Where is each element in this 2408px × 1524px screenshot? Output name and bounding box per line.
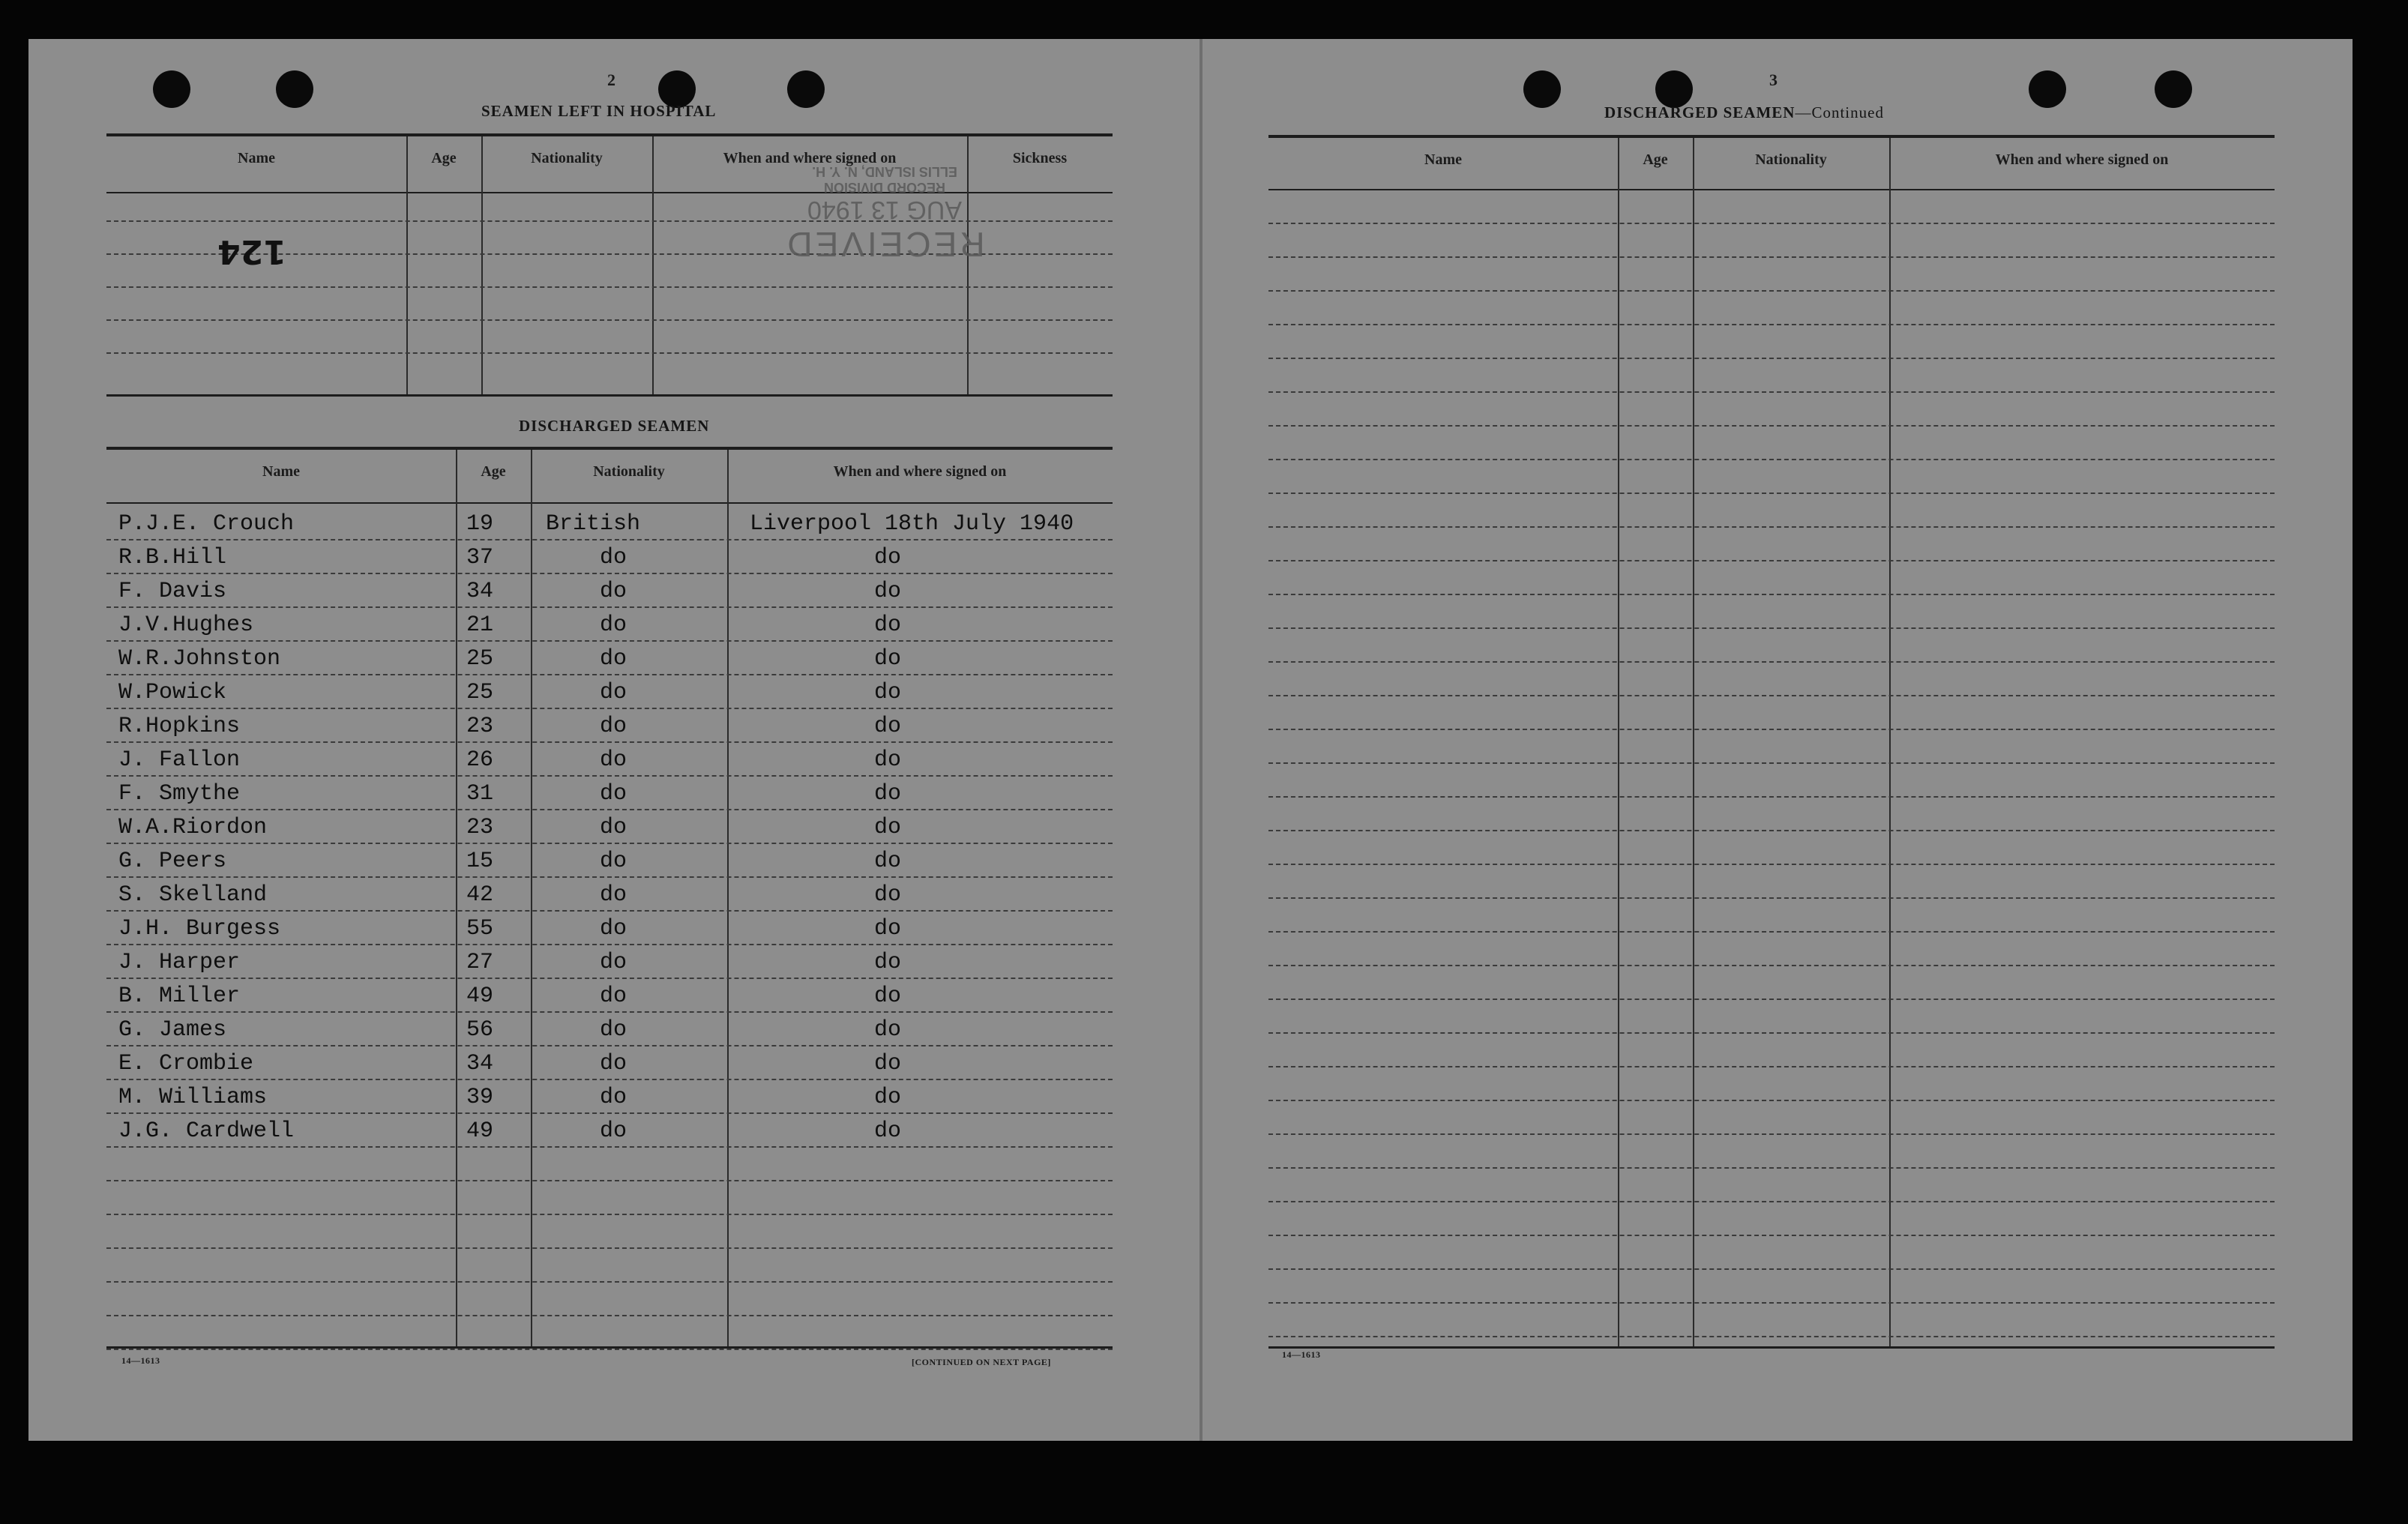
- seaman-nationality: do: [600, 1085, 627, 1110]
- row-rule: [1268, 931, 2275, 933]
- row-rule: [1268, 223, 2275, 224]
- column-divider: [481, 136, 483, 394]
- seaman-age: 37: [466, 545, 494, 570]
- seaman-signed-on: do: [874, 747, 902, 773]
- row-rule: [1268, 1133, 2275, 1135]
- row-rule: [106, 944, 1113, 945]
- row-rule: [1268, 1268, 2275, 1270]
- row-rule: [106, 640, 1113, 642]
- seaman-age: 21: [466, 612, 494, 638]
- seaman-signed-on: do: [874, 579, 902, 604]
- seaman-signed-on: do: [874, 916, 902, 942]
- column-divider: [456, 450, 457, 1346]
- seaman-name: J.G. Cardwell: [118, 1118, 295, 1144]
- seaman-signed-on: do: [874, 1051, 902, 1076]
- punch-hole: [153, 70, 190, 108]
- row-rule: [106, 1315, 1113, 1316]
- seaman-signed-on: do: [874, 612, 902, 638]
- row-rule: [1268, 695, 2275, 696]
- continued-table-header: [1268, 138, 2275, 190]
- seaman-age: 55: [466, 916, 494, 942]
- row-rule: [106, 1146, 1113, 1148]
- row-rule: [106, 1011, 1113, 1013]
- row-rule: [106, 876, 1113, 878]
- seaman-signed-on: do: [874, 545, 902, 570]
- seaman-signed-on: do: [874, 815, 902, 840]
- seaman-name: E. Crombie: [118, 1051, 254, 1076]
- continued-table: [1268, 135, 2275, 1349]
- seaman-age: 31: [466, 781, 494, 807]
- row-rule: [1268, 1167, 2275, 1169]
- row-rule: [106, 1247, 1113, 1249]
- row-rule: [1268, 594, 2275, 595]
- row-rule: [1268, 290, 2275, 292]
- seaman-signed-on: do: [874, 1085, 902, 1110]
- row-rule: [106, 809, 1113, 810]
- punch-hole: [2155, 70, 2192, 108]
- seaman-age: 19: [466, 511, 494, 537]
- row-rule: [106, 1349, 1113, 1350]
- row-rule: [1268, 324, 2275, 325]
- row-rule: [106, 1112, 1113, 1114]
- seaman-nationality: do: [600, 916, 627, 942]
- seaman-nationality: do: [600, 984, 627, 1009]
- hospital-section-title: SEAMEN LEFT IN HOSPITAL: [481, 102, 717, 120]
- discharged-section-title: DISCHARGED SEAMEN: [519, 417, 710, 435]
- seaman-nationality: do: [600, 781, 627, 807]
- seaman-name: S. Skelland: [118, 882, 268, 908]
- row-rule: [106, 1079, 1113, 1080]
- row-rule: [1268, 1235, 2275, 1236]
- row-rule: [106, 352, 1113, 354]
- row-rule: [1268, 830, 2275, 831]
- seaman-nationality: do: [600, 747, 627, 773]
- punch-hole: [787, 70, 825, 108]
- seaman-age: 15: [466, 849, 494, 874]
- column-divider: [1693, 138, 1694, 1346]
- discharged-table-header: [106, 450, 1113, 504]
- seaman-name: R.B.Hill: [118, 545, 227, 570]
- col-age-header: Age: [1643, 151, 1668, 168]
- row-rule: [106, 674, 1113, 675]
- discharged-table: [106, 447, 1113, 1349]
- stamp-date: AUG 13 1940: [807, 196, 963, 224]
- seaman-signed-on: do: [874, 984, 902, 1009]
- row-rule: [1268, 358, 2275, 359]
- seaman-name: F. Smythe: [118, 781, 241, 807]
- seaman-age: 34: [466, 579, 494, 604]
- row-rule: [106, 319, 1113, 321]
- seaman-name: W.Powick: [118, 680, 227, 705]
- row-rule: [106, 910, 1113, 912]
- row-rule: [1268, 1100, 2275, 1101]
- col-age-header: Age: [431, 150, 457, 166]
- stamp-location: ELLIS ISLAND, N. Y. H.: [812, 164, 957, 179]
- seaman-signed-on: do: [874, 1118, 902, 1144]
- seaman-age: 23: [466, 815, 494, 840]
- col-name-header: Name: [238, 150, 275, 166]
- row-rule: [106, 775, 1113, 777]
- row-rule: [1268, 796, 2275, 798]
- seaman-age: 49: [466, 1118, 494, 1144]
- row-rule: [1268, 1032, 2275, 1034]
- seaman-signed-on: do: [874, 849, 902, 874]
- row-rule: [1268, 762, 2275, 764]
- row-rule: [106, 978, 1113, 979]
- punch-hole: [276, 70, 313, 108]
- col-nationality-header: Nationality: [593, 463, 665, 480]
- col-sickness-header: Sickness: [1012, 150, 1068, 166]
- row-rule: [1268, 897, 2275, 899]
- seaman-age: 25: [466, 646, 494, 672]
- row-rule: [1268, 459, 2275, 460]
- seaman-name: J. Harper: [118, 950, 241, 975]
- row-rule: [106, 1180, 1113, 1181]
- page-number-left: 2: [607, 70, 615, 89]
- seaman-nationality: do: [600, 815, 627, 840]
- row-rule: [1268, 729, 2275, 730]
- continued-note: [CONTINUED ON NEXT PAGE]: [912, 1357, 1051, 1367]
- seaman-age: 34: [466, 1051, 494, 1076]
- seaman-nationality: do: [600, 680, 627, 705]
- seaman-age: 39: [466, 1085, 494, 1110]
- seaman-age: 56: [466, 1017, 494, 1043]
- row-rule: [1268, 425, 2275, 427]
- row-rule: [106, 606, 1113, 608]
- seaman-age: 25: [466, 680, 494, 705]
- seaman-signed-on: do: [874, 714, 902, 739]
- page-fold: [1200, 39, 1203, 1441]
- seaman-name: R.Hopkins: [118, 714, 241, 739]
- seaman-nationality: do: [600, 1118, 627, 1144]
- row-rule: [106, 843, 1113, 844]
- row-rule: [106, 286, 1113, 288]
- form-number-left: 14—1613: [121, 1355, 160, 1366]
- col-name-header: Name: [262, 463, 300, 480]
- col-age-header: Age: [481, 463, 506, 480]
- row-rule: [1268, 1201, 2275, 1202]
- right-section-title: [1604, 103, 1884, 122]
- row-rule: [1268, 1336, 2275, 1337]
- row-rule: [106, 708, 1113, 709]
- right-title-continued: —Continued: [1795, 103, 1884, 121]
- seaman-name: B. Miller: [118, 984, 241, 1009]
- col-signed-on-header: When and where signed on: [1995, 151, 2169, 168]
- seaman-signed-on: do: [874, 950, 902, 975]
- seaman-name: J.V.Hughes: [118, 612, 254, 638]
- row-rule: [1268, 493, 2275, 494]
- row-rule: [1268, 965, 2275, 966]
- row-rule: [1268, 1066, 2275, 1067]
- column-divider: [406, 136, 408, 394]
- seaman-nationality: do: [600, 579, 627, 604]
- row-rule: [1268, 864, 2275, 865]
- column-divider: [1618, 138, 1619, 1346]
- seaman-signed-on: do: [874, 1017, 902, 1043]
- seaman-nationality: do: [600, 646, 627, 672]
- col-signed-on-header: When and where signed on: [723, 150, 897, 166]
- right-title-main: DISCHARGED SEAMEN: [1604, 103, 1796, 121]
- seaman-nationality: do: [600, 849, 627, 874]
- seaman-nationality: do: [600, 950, 627, 975]
- punch-hole: [1523, 70, 1561, 108]
- seaman-name: F. Davis: [118, 579, 227, 604]
- col-nationality-header: Nationality: [531, 150, 603, 166]
- seaman-signed-on: Liverpool 18th July 1940: [750, 511, 1074, 537]
- seaman-name: G. James: [118, 1017, 227, 1043]
- seaman-age: 27: [466, 950, 494, 975]
- seaman-name: J.H. Burgess: [118, 916, 281, 942]
- punch-hole: [1655, 70, 1693, 108]
- seaman-nationality: do: [600, 882, 627, 908]
- seaman-signed-on: do: [874, 781, 902, 807]
- seaman-nationality: do: [600, 612, 627, 638]
- row-rule: [1268, 661, 2275, 663]
- seaman-name: P.J.E. Crouch: [118, 511, 295, 537]
- handwritten-number: 124: [217, 232, 286, 271]
- col-signed-on-header: When and where signed on: [833, 463, 1007, 480]
- seaman-nationality: do: [600, 1017, 627, 1043]
- row-rule: [1268, 1302, 2275, 1304]
- col-name-header: Name: [1424, 151, 1462, 168]
- seaman-name: W.A.Riordon: [118, 815, 268, 840]
- seaman-age: 42: [466, 882, 494, 908]
- column-divider: [1889, 138, 1891, 1346]
- seaman-nationality: do: [600, 1051, 627, 1076]
- stamp-division: RECORD DIVISION: [823, 180, 946, 195]
- row-rule: [1268, 526, 2275, 528]
- punch-hole: [2029, 70, 2066, 108]
- seaman-name: J. Fallon: [118, 747, 241, 773]
- row-rule: [1268, 391, 2275, 393]
- seaman-signed-on: do: [874, 882, 902, 908]
- seaman-age: 49: [466, 984, 494, 1009]
- row-rule: [1268, 560, 2275, 561]
- row-rule: [106, 1214, 1113, 1215]
- seaman-nationality: do: [600, 545, 627, 570]
- seaman-signed-on: do: [874, 646, 902, 672]
- seaman-signed-on: do: [874, 680, 902, 705]
- form-number-right: 14—1613: [1282, 1349, 1321, 1360]
- column-divider: [652, 136, 654, 394]
- seaman-name: M. Williams: [118, 1085, 268, 1110]
- row-rule: [1268, 256, 2275, 258]
- row-rule: [106, 1281, 1113, 1283]
- seaman-nationality: British: [546, 511, 641, 537]
- row-rule: [1268, 999, 2275, 1000]
- seaman-nationality: do: [600, 714, 627, 739]
- row-rule: [106, 539, 1113, 540]
- page-number-right: 3: [1769, 70, 1778, 89]
- seaman-age: 23: [466, 714, 494, 739]
- row-rule: [106, 573, 1113, 574]
- row-rule: [106, 741, 1113, 743]
- row-rule: [106, 1045, 1113, 1046]
- seaman-name: W.R.Johnston: [118, 646, 281, 672]
- seaman-age: 26: [466, 747, 494, 773]
- col-nationality-header: Nationality: [1755, 151, 1827, 168]
- stamp-received: RECEIVED: [784, 225, 985, 264]
- column-divider: [531, 450, 532, 1346]
- row-rule: [1268, 627, 2275, 629]
- seaman-name: G. Peers: [118, 849, 227, 874]
- column-divider: [727, 450, 729, 1346]
- received-stamp: [742, 163, 1027, 265]
